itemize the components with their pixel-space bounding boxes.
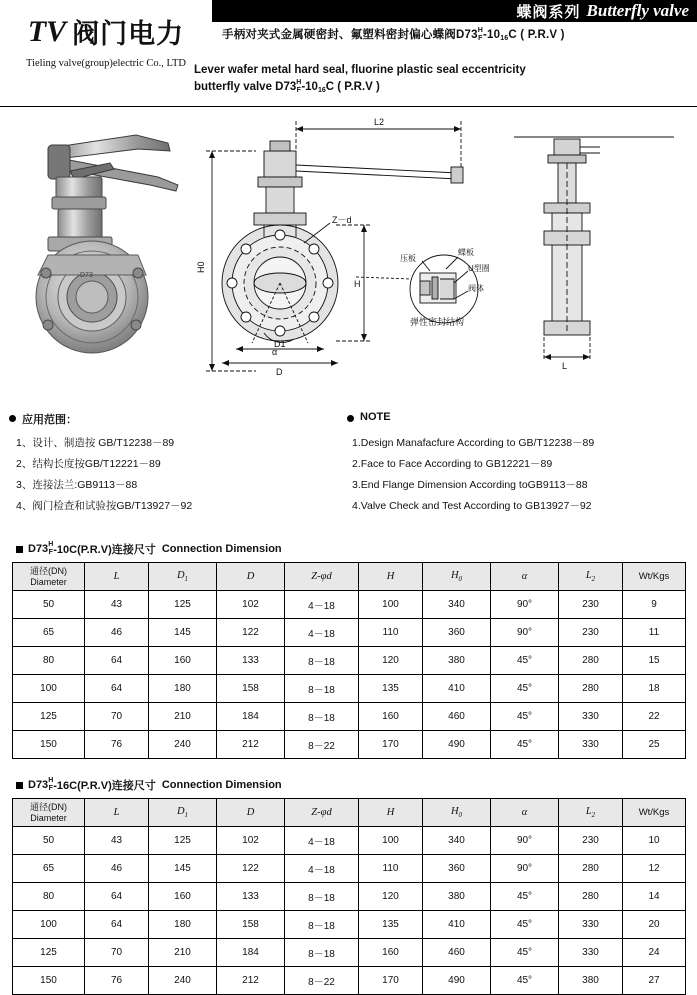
cell-l2: 230: [559, 591, 623, 619]
cell-weight: 20: [623, 911, 686, 939]
table1-col-h0: $H_0$: [423, 563, 491, 591]
table2-col-d1: $D_1$: [149, 799, 217, 827]
cell-dn: 65: [13, 855, 85, 883]
table1-col-diameter: [13, 563, 85, 591]
table1-section: [0, 541, 697, 759]
cell-h0: 380: [423, 883, 491, 911]
cell-weight: 11: [623, 619, 686, 647]
table1-connection-dimension: [12, 562, 686, 759]
note-item-cn: 4、阀门检查和试验按GB/T13927－92: [16, 500, 193, 512]
header-title-cn: 蝶阀系列: [516, 3, 581, 21]
cell-dn: 100: [13, 675, 85, 703]
table-row: [13, 939, 686, 967]
notes-heading-cn: 应用范围：: [22, 414, 77, 426]
notes-list-en: [352, 433, 594, 517]
cell-weight: 25: [623, 731, 686, 759]
cell-l2: 280: [559, 675, 623, 703]
notes-heading-en: NOTE: [360, 411, 391, 423]
header-title-bar: [212, 0, 697, 22]
table2-col-zd: Z-φd: [285, 799, 359, 827]
cell-zd: 8－22: [285, 731, 359, 759]
cell-d1: 145: [149, 619, 217, 647]
cell-l: 70: [85, 703, 149, 731]
dim-label-d: D: [276, 367, 283, 377]
cell-alpha: 45°: [491, 647, 559, 675]
cell-h0: 490: [423, 731, 491, 759]
cell-d1: 145: [149, 855, 217, 883]
cell-h0: 340: [423, 591, 491, 619]
note-item-en: 1.Design Manafacfure According to GB/T12238－89: [352, 437, 595, 449]
detail-label-uquan: U型圈: [468, 264, 490, 273]
cell-zd: 4－18: [285, 591, 359, 619]
cell-weight: 18: [623, 675, 686, 703]
dim-label-h: H: [354, 279, 361, 289]
table2-title: [16, 777, 685, 793]
cell-h: 135: [359, 911, 423, 939]
cell-l: 64: [85, 911, 149, 939]
cell-alpha: 45°: [491, 911, 559, 939]
cell-l: 76: [85, 731, 149, 759]
cell-d: 133: [217, 647, 285, 675]
cell-h: 100: [359, 827, 423, 855]
note-item-en: 3.End Flange Dimension According toGB9113－88: [352, 479, 588, 491]
table2-header-row: [13, 799, 686, 827]
table2-title-h: H: [48, 777, 54, 784]
cell-d: 158: [217, 675, 285, 703]
cell-alpha: 90°: [491, 591, 559, 619]
cell-l: 70: [85, 939, 149, 967]
table-row: [13, 647, 686, 675]
cell-alpha: 90°: [491, 827, 559, 855]
cell-zd: 4－18: [285, 855, 359, 883]
note-item-cn: 2、结构长度按GB/T12221－89: [16, 458, 161, 470]
cell-h: 135: [359, 675, 423, 703]
cell-l2: 280: [559, 855, 623, 883]
detail-label-fati: 阀体: [468, 284, 484, 293]
table1-col-d: D: [217, 563, 285, 591]
table-row: [13, 855, 686, 883]
cell-dn: 125: [13, 703, 85, 731]
cell-l2: 380: [559, 967, 623, 995]
header-fraction-en-16: 16: [317, 87, 326, 94]
valve-photo: [18, 125, 196, 365]
cell-h0: 410: [423, 675, 491, 703]
table2-title-f: F: [48, 785, 53, 792]
cell-alpha: 45°: [491, 967, 559, 995]
cell-l: 46: [85, 619, 149, 647]
cell-h0: 490: [423, 967, 491, 995]
cell-h: 110: [359, 855, 423, 883]
cell-d1: 125: [149, 827, 217, 855]
table1-col-l2: $L_2$: [559, 563, 623, 591]
table1-title-main: -10C(P.R.V)连接尺寸: [53, 544, 156, 556]
table2-section: [0, 777, 697, 995]
cell-zd: 8－18: [285, 939, 359, 967]
square-bullet-icon: [16, 782, 23, 789]
logo-company-cn: 阀门电力: [72, 19, 185, 50]
table1-title: [16, 541, 685, 557]
cell-alpha: 45°: [491, 939, 559, 967]
cell-d: 184: [217, 703, 285, 731]
cell-l: 64: [85, 647, 149, 675]
table1-col-h: H: [359, 563, 423, 591]
header-subtitle-cn-text: 手柄对夹式金属硬密封、氟塑料密封偏心蝶阀D73: [222, 29, 478, 41]
table1-title-h: H: [48, 541, 54, 548]
cell-zd: 8－18: [285, 883, 359, 911]
cell-l: 43: [85, 827, 149, 855]
product-drawing-area: [0, 107, 697, 407]
header-fraction-en-2: [318, 79, 326, 95]
table1-col-weight: Wt/Kgs: [623, 563, 686, 591]
cell-l: 46: [85, 855, 149, 883]
header-fraction-cn-h: H: [477, 26, 483, 34]
header-subtitle-en-line1: Lever wafer metal hard seal, fluorine plastic seal eccentricity: [194, 64, 526, 76]
table1-col-alpha: α: [491, 563, 559, 591]
cell-l: 64: [85, 675, 149, 703]
cell-d: 158: [217, 911, 285, 939]
cell-d: 122: [217, 619, 285, 647]
cell-d: 102: [217, 827, 285, 855]
notes-section: [0, 407, 697, 541]
cell-d: 212: [217, 731, 285, 759]
header-subtitle-en-line2: [194, 79, 691, 96]
table-row: [13, 827, 686, 855]
detail-title-seal: 弹性密封结构: [410, 317, 465, 327]
cell-weight: 14: [623, 883, 686, 911]
cell-h: 160: [359, 703, 423, 731]
table1-header-row: [13, 563, 686, 591]
cell-h: 120: [359, 647, 423, 675]
cell-l2: 280: [559, 647, 623, 675]
cell-dn: 100: [13, 911, 85, 939]
cell-weight: 12: [623, 855, 686, 883]
dim-label-alpha: α: [272, 347, 278, 357]
cell-dn: 80: [13, 647, 85, 675]
cell-zd: 4－18: [285, 827, 359, 855]
table1-col-diameter-en: Diameter: [30, 576, 67, 587]
cell-alpha: 90°: [491, 855, 559, 883]
cell-h: 170: [359, 967, 423, 995]
cell-zd: 8－22: [285, 967, 359, 995]
cell-zd: 4－18: [285, 619, 359, 647]
cell-l2: 330: [559, 911, 623, 939]
cell-l2: 230: [559, 619, 623, 647]
note-item-en: 4.Valve Check and Test According to GB13927－92: [352, 500, 592, 512]
header-fraction-en-h: H: [296, 79, 302, 86]
cell-d1: 160: [149, 883, 217, 911]
cell-l2: 330: [559, 703, 623, 731]
cell-l2: 230: [559, 827, 623, 855]
header-fraction-cn-16: 16: [500, 34, 509, 42]
note-item-en: 2.Face to Face According to GB12221－89: [352, 458, 553, 470]
bullet-icon-right: [347, 415, 354, 422]
header-title-en: Butterfly valve: [586, 1, 689, 20]
table2-title-main: -16C(P.R.V)连接尺寸: [53, 780, 156, 792]
table-row: [13, 731, 686, 759]
cell-d: 212: [217, 967, 285, 995]
cell-d1: 160: [149, 647, 217, 675]
cell-alpha: 45°: [491, 703, 559, 731]
cell-d: 102: [217, 591, 285, 619]
company-logo: [6, 12, 206, 69]
dim-label-zd: Z－d: [332, 215, 352, 225]
cell-h0: 380: [423, 647, 491, 675]
cell-weight: 24: [623, 939, 686, 967]
cell-l2: 280: [559, 883, 623, 911]
page-header: [0, 0, 697, 107]
table1-col-l: L: [85, 563, 149, 591]
square-bullet-icon: [16, 546, 23, 553]
notes-list-cn: [16, 433, 192, 517]
table2-connection-dimension: [12, 798, 686, 995]
detail-label-yaban: 压板: [400, 254, 416, 263]
cell-dn: 80: [13, 883, 85, 911]
cell-dn: 50: [13, 827, 85, 855]
header-subtitle-cn-tail: C ( P.R.V ): [508, 29, 565, 41]
cell-d1: 210: [149, 939, 217, 967]
table2-col-diameter-cn: 通径(DN): [30, 801, 67, 812]
cell-h: 160: [359, 939, 423, 967]
logo-company-en: Tieling valve(group)electric Co., LTD: [26, 58, 186, 69]
header-subtitle-cn-10: -10: [482, 29, 501, 41]
detail-label-dieban: 蝶板: [458, 248, 474, 257]
cell-d1: 180: [149, 911, 217, 939]
note-item-cn: 3、连接法兰:GB9113－88: [16, 479, 138, 491]
cell-alpha: 45°: [491, 675, 559, 703]
cell-h: 170: [359, 731, 423, 759]
table-row: [13, 703, 686, 731]
technical-drawing: [196, 111, 691, 405]
cell-dn: 65: [13, 619, 85, 647]
table2-col-l2: $L_2$: [559, 799, 623, 827]
cell-l2: 330: [559, 939, 623, 967]
cell-dn: 150: [13, 967, 85, 995]
cell-h0: 360: [423, 619, 491, 647]
table-row: [13, 619, 686, 647]
cell-l2: 330: [559, 731, 623, 759]
logo-mark: TV: [27, 14, 67, 48]
cell-d: 184: [217, 939, 285, 967]
table1-title-en: Connection Dimension: [161, 543, 282, 555]
header-fraction-cn-f: F: [478, 34, 483, 42]
cell-d1: 240: [149, 967, 217, 995]
table1-col-diameter-cn: 通径(DN): [30, 565, 67, 576]
cell-d1: 210: [149, 703, 217, 731]
table2-col-d: D: [217, 799, 285, 827]
table1-col-zd: Z-φd: [285, 563, 359, 591]
cell-zd: 8－18: [285, 675, 359, 703]
table-row: [13, 591, 686, 619]
cell-weight: 27: [623, 967, 686, 995]
header-fraction-en-f: F: [296, 87, 301, 94]
cell-h: 120: [359, 883, 423, 911]
cell-weight: 9: [623, 591, 686, 619]
cell-d1: 240: [149, 731, 217, 759]
table2-col-h0: $H_0$: [423, 799, 491, 827]
cell-zd: 8－18: [285, 703, 359, 731]
table2-title-prefix: D73: [28, 779, 49, 791]
table1-col-d1: $D_1$: [149, 563, 217, 591]
cell-alpha: 45°: [491, 731, 559, 759]
table2-title-en: Connection Dimension: [161, 779, 282, 791]
cell-zd: 8－18: [285, 911, 359, 939]
table1-title-prefix: D73: [28, 543, 49, 555]
table2-col-l: L: [85, 799, 149, 827]
table1-title-f: F: [48, 549, 53, 556]
table-row: [13, 675, 686, 703]
table2-col-weight: Wt/Kgs: [623, 799, 686, 827]
header-subtitle-en-tail: C ( P.R.V ): [325, 81, 380, 94]
cell-dn: 125: [13, 939, 85, 967]
header-subtitle-cn: [222, 26, 565, 43]
cell-l: 76: [85, 967, 149, 995]
header-subtitle-en: [194, 62, 691, 96]
cell-h: 100: [359, 591, 423, 619]
cell-weight: 10: [623, 827, 686, 855]
cell-l: 43: [85, 591, 149, 619]
cell-h0: 460: [423, 703, 491, 731]
header-subtitle-en-10: -10: [301, 81, 318, 94]
cell-d: 122: [217, 855, 285, 883]
table-row: [13, 911, 686, 939]
note-item-cn: 1、设计、制造按 GB/T12238－89: [16, 437, 175, 449]
svg-text:D73: D73: [80, 272, 93, 279]
table-row: [13, 883, 686, 911]
cell-dn: 150: [13, 731, 85, 759]
cell-d1: 125: [149, 591, 217, 619]
table2-col-h: H: [359, 799, 423, 827]
table2-col-diameter: [13, 799, 85, 827]
cell-h0: 460: [423, 939, 491, 967]
dim-label-l: L: [562, 361, 568, 371]
bullet-icon-left: [9, 415, 16, 422]
cell-dn: 50: [13, 591, 85, 619]
table-row: [13, 967, 686, 995]
cell-alpha: 45°: [491, 883, 559, 911]
cell-weight: 15: [623, 647, 686, 675]
cell-weight: 22: [623, 703, 686, 731]
cell-h: 110: [359, 619, 423, 647]
cell-d: 133: [217, 883, 285, 911]
table2-col-alpha: α: [491, 799, 559, 827]
table2-col-diameter-en: Diameter: [30, 812, 67, 823]
cell-h0: 340: [423, 827, 491, 855]
dim-label-h0: H0: [196, 261, 206, 273]
cell-h0: 410: [423, 911, 491, 939]
dim-label-d1: D1: [274, 339, 286, 349]
cell-zd: 8－18: [285, 647, 359, 675]
dim-label-l2: L2: [374, 117, 385, 127]
cell-l: 64: [85, 883, 149, 911]
cell-alpha: 90°: [491, 619, 559, 647]
cell-h0: 360: [423, 855, 491, 883]
cell-d1: 180: [149, 675, 217, 703]
header-subtitle-en-line2-text: butterfly valve D73: [194, 81, 297, 94]
